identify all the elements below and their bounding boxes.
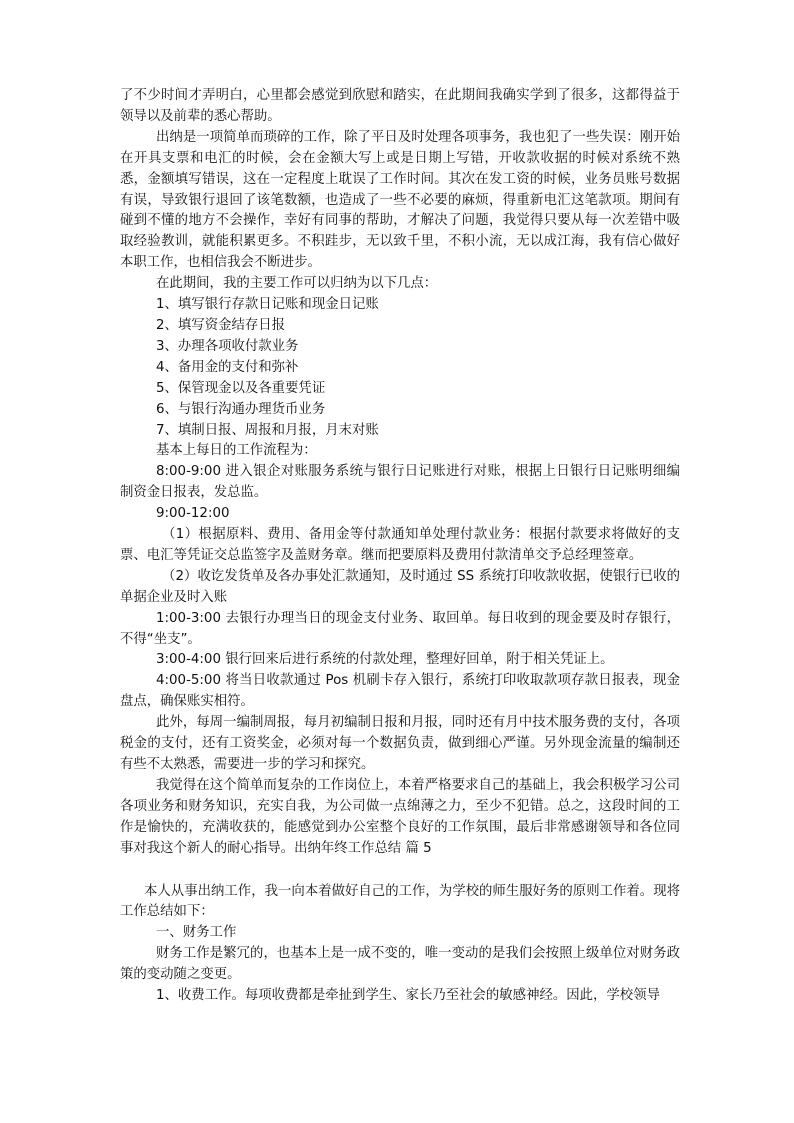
paragraph-p21: 本人从事出纳工作，我一向本着做好自己的工作，为学校的师生服好务的原则工作着。现将工作总结如下： [120,883,680,920]
schedule-4-5: 4:00-5:00 将当日收款通过 Pos 机刷卡存入银行，系统打印收取款项存款日报表，现金盘点，确保账实相符。 [120,673,680,710]
schedule-item-1: （1）根据原料、费用、备用金等付款通知单处理付款业务：根据付款要求将做好的支票、电汇等凭证交总监签字及盖财务章。继而把要原料及费用付款清单交予总经理签章。 [120,527,680,563]
paragraph-p1: 了不少时间才弄明白，心里都会感觉到欣慰和踏实，在此期间我确实学到了很多，这都得益于领导以及前辈的悉心帮助。 [120,88,680,124]
schedule-3-4: 3:00-4:00 银行回来后进行系统的付款处理，整理好回单，附于相关凭证上。 [156,652,614,668]
document-page [120,86,680,1007]
paragraph-p3: 在此期间，我的主要工作可以归纳为以下几点： [156,276,438,292]
paragraph-gap [120,860,680,882]
schedule-item-2: （2）收讫发货单及各办事处汇款通知，及时通过 SS 系统打印收款收据，使银行已收的单据企业及时入账 [120,568,680,605]
list-item-1: 1、填写银行存款日记账和现金日记账 [156,297,379,313]
list-item-3: 3、办理各项收付款业务 [156,338,299,354]
list-item-6: 6、与银行沟通办理货币业务 [156,401,326,417]
list-item-2: 2、填写资金结存日报 [156,317,286,333]
schedule-1-3: 1:00-3:00 去银行办理当日的现金支付业务、取回单。每日收到的现金要及时存银行，不得“坐支”。 [120,610,680,647]
paragraph-p20: 我觉得在这个简单而复杂的工作岗位上，本着严格要求自己的基础上，我会积极学习公司各项业务和财务知识，充实自我，为公司做一点绵薄之力，至少不犯错。总之，这段时间的工作是愉快的，充满收获的，能感觉到办公室整个良好的工作氛围，最后非常感谢领导和各位同事对我这个新人的耐心指导。出纳年终工作总结 篇 5 [120,777,680,856]
list-item-5: 5、保管现金以及各重要凭证 [156,380,326,396]
paragraph-p19: 此外，每周一编制周报，每月初编制日报和月报，同时还有月中技术服务费的支付，各项税金的支付，还有工资奖金，必须对每一个数据负责，做到细心严谨。另外现金流量的编制还有些不太熟悉，需要进一步的学习和探究。 [120,715,680,772]
paragraph-p11: 基本上每日的工作流程为： [156,443,317,459]
paragraph-p23: 财务工作是繁冗的，也基本上是一成不变的，唯一变动的是我们会按照上级单位对财务政策的变动随之变更。 [120,946,680,983]
schedule-9-12: 9:00-12:00 [156,506,230,522]
section-heading-finance: 一、财务工作 [156,925,237,941]
paragraph-p24: 1、收费工作。每项收费都是牵扯到学生、家长乃至社会的敏感神经。因此，学校领导 [156,988,660,1004]
list-item-7: 7、填制日报、周报和月报，月末对账 [156,422,379,438]
paragraph-p2: 出纳是一项简单而琐碎的工作，除了平日及时处理各项事务，我也犯了一些失误：刚开始在开具支票和电汇的时候，会在金额大写上或是日期上写错，开收款收据的时候对系统不熟悉，金额填写错误，这在一定程度上耽误了工作时间。其次在发工资的时候，业务员账号数据有误，导致银行退回了该笔数额，也造成了一些不必要的麻烦，得重新电汇这笔款项。期间有碰到不懂的地方不会操作，幸好有同事的帮助，才解决了问题，我觉得只要从每一次差错中吸取经验教训，就能积累更多。不积跬步，无以致千里，不积小流，无以成江海，我有信心做好本职工作，也相信我会不断进步。 [120,129,680,271]
list-item-4: 4、备用金的支付和弥补 [156,359,299,375]
schedule-8-9: 8:00-9:00 进入银企对账服务系统与银行日记账进行对账，根据上日银行日记账明细编制资金日报表，发总监。 [120,464,680,501]
